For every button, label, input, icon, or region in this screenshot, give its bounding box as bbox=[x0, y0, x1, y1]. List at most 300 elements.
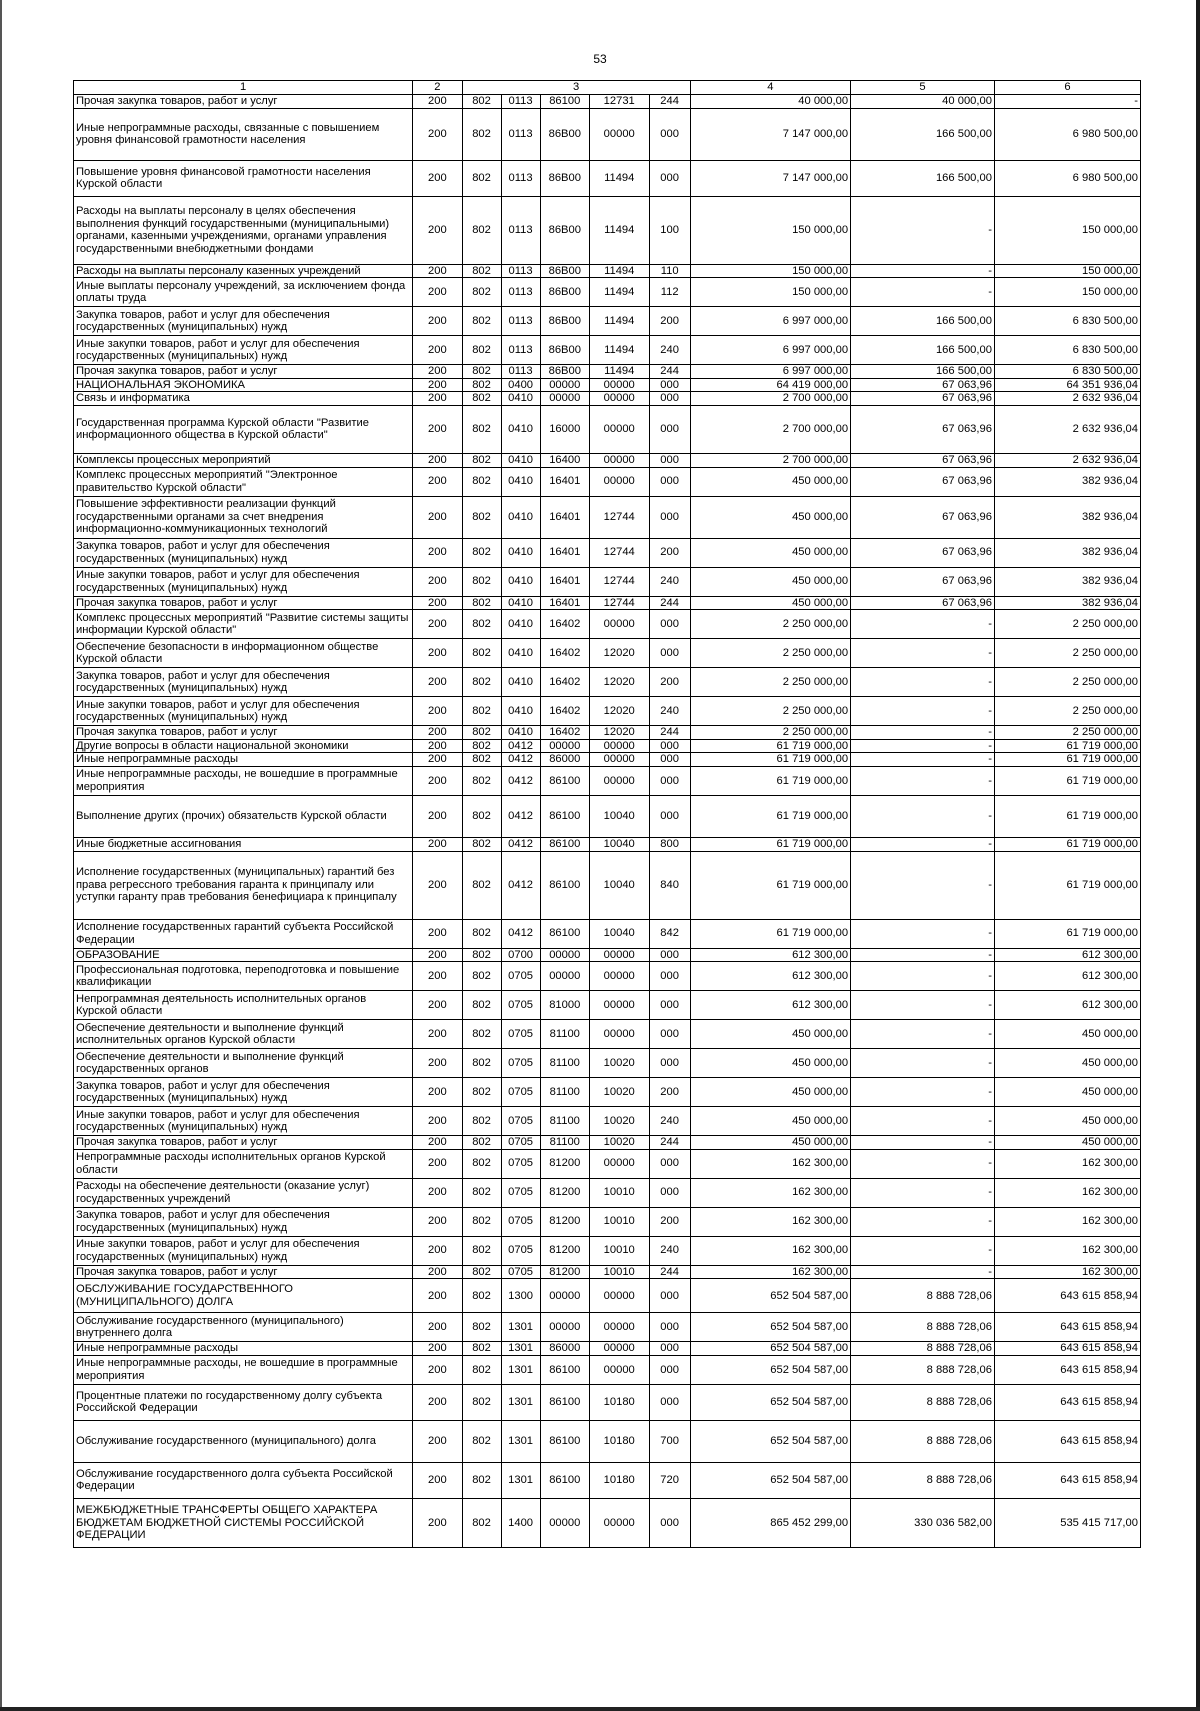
cell-col5-amount: - bbox=[851, 697, 995, 726]
cell-col3-code1: 802 bbox=[462, 1279, 501, 1313]
cell-col2: 200 bbox=[413, 1498, 462, 1547]
cell-col3-code5: 240 bbox=[649, 1236, 690, 1265]
cell-col5-amount: 67 063,96 bbox=[851, 467, 995, 496]
row-name: Обслуживание государственного (муниципального) долга bbox=[74, 1420, 413, 1462]
cell-col2: 200 bbox=[413, 726, 462, 740]
cell-col4-amount: 40 000,00 bbox=[690, 95, 850, 109]
cell-col3-code1: 802 bbox=[462, 264, 501, 278]
row-name: Закупка товаров, работ и услуг для обеспечения государственных (муниципальных) нужд bbox=[74, 1207, 413, 1236]
cell-col4-amount: 6 997 000,00 bbox=[690, 336, 850, 365]
header-col-5: 5 bbox=[851, 81, 995, 95]
cell-col4-amount: 450 000,00 bbox=[690, 538, 850, 567]
cell-col3-code4: 00000 bbox=[589, 753, 649, 767]
cell-col3-code1: 802 bbox=[462, 837, 501, 851]
cell-col4-amount: 7 147 000,00 bbox=[690, 108, 850, 160]
table-row bbox=[74, 1136, 1141, 1150]
cell-col3-code2: 0113 bbox=[501, 108, 540, 160]
cell-col3-code1: 802 bbox=[462, 278, 501, 307]
row-name: Закупка товаров, работ и услуг для обеспечения государственных (муниципальных) нужд bbox=[74, 307, 413, 336]
cell-col6-amount: 450 000,00 bbox=[994, 1020, 1140, 1049]
cell-col5-amount: - bbox=[851, 1020, 995, 1049]
header-col-1: 1 bbox=[74, 81, 413, 95]
cell-col3-code5: 000 bbox=[649, 1049, 690, 1078]
cell-col2: 200 bbox=[413, 766, 462, 795]
cell-col3-code5: 000 bbox=[649, 1342, 690, 1356]
cell-col2: 200 bbox=[413, 336, 462, 365]
cell-col3-code1: 802 bbox=[462, 962, 501, 991]
cell-col5-amount: 8 888 728,06 bbox=[851, 1384, 995, 1420]
row-name: Прочая закупка товаров, работ и услуг bbox=[74, 1136, 413, 1150]
cell-col5-amount: 67 063,96 bbox=[851, 392, 995, 406]
cell-col2: 200 bbox=[413, 610, 462, 639]
cell-col3-code1: 802 bbox=[462, 405, 501, 453]
cell-col3-code1: 802 bbox=[462, 378, 501, 392]
row-name: Связь и информатика bbox=[74, 392, 413, 406]
cell-col3-code2: 0113 bbox=[501, 95, 540, 109]
cell-col3-code4: 10040 bbox=[589, 795, 649, 837]
cell-col3-code3: 00000 bbox=[540, 962, 589, 991]
cell-col6-amount: 382 936,04 bbox=[994, 596, 1140, 610]
cell-col3-code3: 86100 bbox=[540, 1420, 589, 1462]
cell-col4-amount: 162 300,00 bbox=[690, 1265, 850, 1279]
cell-col3-code1: 802 bbox=[462, 1136, 501, 1150]
cell-col3-code3: 86В00 bbox=[540, 196, 589, 264]
cell-col3-code4: 12020 bbox=[589, 726, 649, 740]
cell-col3-code4: 00000 bbox=[589, 948, 649, 962]
cell-col3-code3: 81200 bbox=[540, 1149, 589, 1178]
cell-col2: 200 bbox=[413, 264, 462, 278]
cell-col3-code2: 0705 bbox=[501, 962, 540, 991]
cell-col6-amount: 2 250 000,00 bbox=[994, 697, 1140, 726]
cell-col3-code2: 0412 bbox=[501, 851, 540, 919]
cell-col3-code4: 12744 bbox=[589, 496, 649, 538]
table-row bbox=[74, 196, 1141, 264]
row-name: Закупка товаров, работ и услуг для обеспечения государственных (муниципальных) нужд bbox=[74, 668, 413, 697]
cell-col3-code2: 0412 bbox=[501, 739, 540, 753]
cell-col6-amount: 612 300,00 bbox=[994, 962, 1140, 991]
cell-col3-code2: 0113 bbox=[501, 278, 540, 307]
cell-col3-code1: 802 bbox=[462, 610, 501, 639]
cell-col3-code3: 86В00 bbox=[540, 336, 589, 365]
cell-col5-amount: - bbox=[851, 668, 995, 697]
cell-col2: 200 bbox=[413, 405, 462, 453]
cell-col3-code3: 81200 bbox=[540, 1178, 589, 1207]
cell-col2: 200 bbox=[413, 1178, 462, 1207]
cell-col5-amount: 67 063,96 bbox=[851, 453, 995, 467]
table-row bbox=[74, 795, 1141, 837]
cell-col3-code1: 802 bbox=[462, 1342, 501, 1356]
row-name: Иные бюджетные ассигнования bbox=[74, 837, 413, 851]
cell-col3-code3: 81100 bbox=[540, 1107, 589, 1136]
cell-col3-code2: 0705 bbox=[501, 1178, 540, 1207]
cell-col5-amount: 330 036 582,00 bbox=[851, 1498, 995, 1547]
cell-col5-amount: - bbox=[851, 1078, 995, 1107]
cell-col2: 200 bbox=[413, 365, 462, 379]
cell-col3-code3: 16402 bbox=[540, 668, 589, 697]
cell-col6-amount: 6 830 500,00 bbox=[994, 365, 1140, 379]
table-row bbox=[74, 1342, 1141, 1356]
cell-col3-code2: 0410 bbox=[501, 538, 540, 567]
cell-col2: 200 bbox=[413, 1107, 462, 1136]
cell-col5-amount: - bbox=[851, 851, 995, 919]
cell-col3-code1: 802 bbox=[462, 336, 501, 365]
cell-col5-amount: - bbox=[851, 919, 995, 948]
cell-col2: 200 bbox=[413, 538, 462, 567]
row-name: Иные непрограммные расходы bbox=[74, 753, 413, 767]
cell-col2: 200 bbox=[413, 851, 462, 919]
table-body bbox=[74, 95, 1141, 1548]
cell-col3-code4: 00000 bbox=[589, 739, 649, 753]
cell-col3-code2: 0113 bbox=[501, 336, 540, 365]
cell-col3-code5: 000 bbox=[649, 948, 690, 962]
cell-col3-code2: 0705 bbox=[501, 1265, 540, 1279]
cell-col2: 200 bbox=[413, 1207, 462, 1236]
cell-col6-amount: - bbox=[994, 95, 1140, 109]
cell-col3-code1: 802 bbox=[462, 919, 501, 948]
cell-col4-amount: 61 719 000,00 bbox=[690, 766, 850, 795]
cell-col3-code5: 000 bbox=[649, 610, 690, 639]
cell-col6-amount: 612 300,00 bbox=[994, 948, 1140, 962]
cell-col4-amount: 2 700 000,00 bbox=[690, 453, 850, 467]
cell-col6-amount: 382 936,04 bbox=[994, 496, 1140, 538]
cell-col3-code3: 86В00 bbox=[540, 108, 589, 160]
cell-col3-code5: 244 bbox=[649, 1265, 690, 1279]
cell-col3-code4: 00000 bbox=[589, 1498, 649, 1547]
cell-col4-amount: 61 719 000,00 bbox=[690, 795, 850, 837]
cell-col4-amount: 2 250 000,00 bbox=[690, 726, 850, 740]
cell-col4-amount: 162 300,00 bbox=[690, 1236, 850, 1265]
row-name: Иные закупки товаров, работ и услуг для обеспечения государственных (муниципальных) нужд bbox=[74, 336, 413, 365]
cell-col2: 200 bbox=[413, 639, 462, 668]
header-col-4: 4 bbox=[690, 81, 850, 95]
table-row bbox=[74, 610, 1141, 639]
cell-col3-code5: 000 bbox=[649, 1355, 690, 1384]
cell-col4-amount: 2 700 000,00 bbox=[690, 405, 850, 453]
table-row bbox=[74, 1313, 1141, 1342]
cell-col3-code4: 12020 bbox=[589, 697, 649, 726]
cell-col3-code5: 000 bbox=[649, 467, 690, 496]
cell-col6-amount: 450 000,00 bbox=[994, 1049, 1140, 1078]
cell-col4-amount: 150 000,00 bbox=[690, 278, 850, 307]
cell-col6-amount: 643 615 858,94 bbox=[994, 1313, 1140, 1342]
table-row bbox=[74, 668, 1141, 697]
table-row bbox=[74, 1420, 1141, 1462]
row-name: Расходы на выплаты персоналу в целях обеспечения выполнения функций государственными (муниципальными) органами, казенными учреждениями, органами управления государственными внебюджетными фондами bbox=[74, 196, 413, 264]
row-name: Закупка товаров, работ и услуг для обеспечения государственных (муниципальных) нужд bbox=[74, 538, 413, 567]
cell-col3-code5: 000 bbox=[649, 795, 690, 837]
cell-col3-code4: 00000 bbox=[589, 766, 649, 795]
cell-col3-code4: 10020 bbox=[589, 1136, 649, 1150]
cell-col5-amount: 67 063,96 bbox=[851, 496, 995, 538]
cell-col3-code1: 802 bbox=[462, 1078, 501, 1107]
cell-col3-code1: 802 bbox=[462, 668, 501, 697]
cell-col3-code2: 1301 bbox=[501, 1355, 540, 1384]
cell-col5-amount: - bbox=[851, 264, 995, 278]
cell-col3-code4: 10020 bbox=[589, 1107, 649, 1136]
cell-col3-code5: 000 bbox=[649, 962, 690, 991]
cell-col6-amount: 61 719 000,00 bbox=[994, 795, 1140, 837]
cell-col3-code2: 1301 bbox=[501, 1342, 540, 1356]
cell-col3-code1: 802 bbox=[462, 392, 501, 406]
row-name: ОБСЛУЖИВАНИЕ ГОСУДАРСТВЕННОГО (МУНИЦИПАЛЬНОГО) ДОЛГА bbox=[74, 1279, 413, 1313]
table-row bbox=[74, 1279, 1141, 1313]
cell-col3-code3: 16401 bbox=[540, 596, 589, 610]
cell-col4-amount: 450 000,00 bbox=[690, 567, 850, 596]
cell-col6-amount: 162 300,00 bbox=[994, 1178, 1140, 1207]
cell-col3-code3: 86100 bbox=[540, 1384, 589, 1420]
cell-col4-amount: 7 147 000,00 bbox=[690, 160, 850, 196]
cell-col3-code5: 200 bbox=[649, 538, 690, 567]
cell-col6-amount: 64 351 936,04 bbox=[994, 378, 1140, 392]
header-row bbox=[74, 81, 1141, 95]
cell-col5-amount: 67 063,96 bbox=[851, 538, 995, 567]
cell-col3-code1: 802 bbox=[462, 1420, 501, 1462]
row-name: Исполнение государственных (муниципальных) гарантий без права регрессного требования гаранта к принципалу или уступки гаранту прав требования бенефициара к принципалу bbox=[74, 851, 413, 919]
table-row bbox=[74, 336, 1141, 365]
cell-col3-code1: 802 bbox=[462, 1313, 501, 1342]
cell-col5-amount: 8 888 728,06 bbox=[851, 1420, 995, 1462]
cell-col3-code2: 0410 bbox=[501, 596, 540, 610]
cell-col2: 200 bbox=[413, 837, 462, 851]
cell-col3-code2: 1301 bbox=[501, 1462, 540, 1498]
cell-col2: 200 bbox=[413, 1265, 462, 1279]
cell-col4-amount: 612 300,00 bbox=[690, 948, 850, 962]
cell-col6-amount: 2 250 000,00 bbox=[994, 639, 1140, 668]
cell-col3-code5: 000 bbox=[649, 766, 690, 795]
table-row bbox=[74, 1236, 1141, 1265]
table-row bbox=[74, 108, 1141, 160]
cell-col6-amount: 535 415 717,00 bbox=[994, 1498, 1140, 1547]
cell-col3-code4: 00000 bbox=[589, 108, 649, 160]
row-name: Расходы на выплаты персоналу казенных учреждений bbox=[74, 264, 413, 278]
cell-col3-code3: 00000 bbox=[540, 392, 589, 406]
row-name: Иные непрограммные расходы bbox=[74, 1342, 413, 1356]
row-name: Повышение уровня финансовой грамотности населения Курской области bbox=[74, 160, 413, 196]
cell-col2: 200 bbox=[413, 160, 462, 196]
cell-col3-code5: 000 bbox=[649, 1498, 690, 1547]
cell-col6-amount: 2 250 000,00 bbox=[994, 668, 1140, 697]
budget-table bbox=[73, 80, 1141, 1548]
scan-edge-right bbox=[1196, 0, 1200, 1711]
table-row bbox=[74, 851, 1141, 919]
table-row bbox=[74, 1149, 1141, 1178]
cell-col6-amount: 643 615 858,94 bbox=[994, 1342, 1140, 1356]
cell-col4-amount: 450 000,00 bbox=[690, 1078, 850, 1107]
header-col-2: 2 bbox=[413, 81, 462, 95]
cell-col2: 200 bbox=[413, 392, 462, 406]
cell-col2: 200 bbox=[413, 1136, 462, 1150]
cell-col3-code4: 00000 bbox=[589, 1020, 649, 1049]
cell-col6-amount: 2 632 936,04 bbox=[994, 453, 1140, 467]
cell-col3-code5: 200 bbox=[649, 307, 690, 336]
cell-col3-code5: 000 bbox=[649, 405, 690, 453]
row-name: Иные непрограммные расходы, связанные с повышением уровня финансовой грамотности населения bbox=[74, 108, 413, 160]
cell-col3-code1: 802 bbox=[462, 726, 501, 740]
cell-col3-code3: 86В00 bbox=[540, 264, 589, 278]
cell-col3-code3: 86000 bbox=[540, 753, 589, 767]
cell-col3-code2: 0705 bbox=[501, 1107, 540, 1136]
cell-col3-code2: 0705 bbox=[501, 1020, 540, 1049]
cell-col6-amount: 450 000,00 bbox=[994, 1136, 1140, 1150]
cell-col5-amount: - bbox=[851, 766, 995, 795]
cell-col6-amount: 162 300,00 bbox=[994, 1265, 1140, 1279]
cell-col3-code3: 86100 bbox=[540, 1355, 589, 1384]
table-row bbox=[74, 697, 1141, 726]
cell-col3-code5: 244 bbox=[649, 726, 690, 740]
cell-col2: 200 bbox=[413, 1149, 462, 1178]
cell-col3-code2: 0412 bbox=[501, 919, 540, 948]
cell-col6-amount: 643 615 858,94 bbox=[994, 1462, 1140, 1498]
cell-col4-amount: 652 504 587,00 bbox=[690, 1420, 850, 1462]
cell-col2: 200 bbox=[413, 1279, 462, 1313]
row-name: Иные непрограммные расходы, не вошедшие в программные мероприятия bbox=[74, 766, 413, 795]
cell-col6-amount: 2 250 000,00 bbox=[994, 610, 1140, 639]
cell-col3-code4: 10040 bbox=[589, 851, 649, 919]
cell-col3-code1: 802 bbox=[462, 307, 501, 336]
cell-col3-code5: 000 bbox=[649, 739, 690, 753]
cell-col4-amount: 652 504 587,00 bbox=[690, 1462, 850, 1498]
cell-col3-code4: 10010 bbox=[589, 1236, 649, 1265]
row-name: Иные закупки товаров, работ и услуг для обеспечения государственных (муниципальных) нужд bbox=[74, 1236, 413, 1265]
cell-col3-code5: 100 bbox=[649, 196, 690, 264]
cell-col3-code2: 0400 bbox=[501, 378, 540, 392]
cell-col3-code1: 802 bbox=[462, 467, 501, 496]
table-row bbox=[74, 1049, 1141, 1078]
cell-col3-code3: 86100 bbox=[540, 919, 589, 948]
cell-col3-code3: 86В00 bbox=[540, 160, 589, 196]
cell-col6-amount: 150 000,00 bbox=[994, 278, 1140, 307]
table-row bbox=[74, 1265, 1141, 1279]
cell-col3-code1: 802 bbox=[462, 948, 501, 962]
cell-col3-code4: 12744 bbox=[589, 567, 649, 596]
cell-col2: 200 bbox=[413, 1355, 462, 1384]
cell-col4-amount: 612 300,00 bbox=[690, 962, 850, 991]
cell-col3-code3: 00000 bbox=[540, 1279, 589, 1313]
cell-col3-code1: 802 bbox=[462, 1265, 501, 1279]
cell-col6-amount: 150 000,00 bbox=[994, 264, 1140, 278]
table-row bbox=[74, 766, 1141, 795]
cell-col4-amount: 150 000,00 bbox=[690, 196, 850, 264]
cell-col3-code3: 16400 bbox=[540, 453, 589, 467]
cell-col3-code3: 86100 bbox=[540, 1462, 589, 1498]
scan-edge-bottom bbox=[0, 1707, 1200, 1711]
row-name: Другие вопросы в области национальной экономики bbox=[74, 739, 413, 753]
cell-col3-code4: 12731 bbox=[589, 95, 649, 109]
cell-col3-code4: 10180 bbox=[589, 1384, 649, 1420]
cell-col2: 200 bbox=[413, 496, 462, 538]
cell-col6-amount: 382 936,04 bbox=[994, 467, 1140, 496]
cell-col3-code2: 0410 bbox=[501, 567, 540, 596]
table-row bbox=[74, 596, 1141, 610]
cell-col4-amount: 61 719 000,00 bbox=[690, 837, 850, 851]
cell-col3-code3: 16401 bbox=[540, 467, 589, 496]
cell-col3-code3: 86100 bbox=[540, 837, 589, 851]
cell-col3-code1: 802 bbox=[462, 1020, 501, 1049]
table-row bbox=[74, 278, 1141, 307]
cell-col3-code2: 0412 bbox=[501, 766, 540, 795]
cell-col2: 200 bbox=[413, 1078, 462, 1107]
table-row bbox=[74, 1020, 1141, 1049]
cell-col3-code1: 802 bbox=[462, 453, 501, 467]
cell-col3-code1: 802 bbox=[462, 1178, 501, 1207]
row-name: Обеспечение деятельности и выполнение функций исполнительных органов Курской области bbox=[74, 1020, 413, 1049]
row-name: Процентные платежи по государственному долгу субъекта Российской Федерации bbox=[74, 1384, 413, 1420]
cell-col3-code3: 00000 bbox=[540, 1498, 589, 1547]
cell-col4-amount: 450 000,00 bbox=[690, 467, 850, 496]
cell-col3-code5: 000 bbox=[649, 1020, 690, 1049]
cell-col2: 200 bbox=[413, 991, 462, 1020]
cell-col3-code3: 81100 bbox=[540, 1049, 589, 1078]
scan-edge-left bbox=[0, 0, 2, 1711]
table-row bbox=[74, 496, 1141, 538]
table-row bbox=[74, 753, 1141, 767]
cell-col6-amount: 61 719 000,00 bbox=[994, 753, 1140, 767]
cell-col3-code2: 0705 bbox=[501, 1049, 540, 1078]
row-name: Комплексы процессных мероприятий bbox=[74, 453, 413, 467]
row-name: Обеспечение безопасности в информационном обществе Курской области bbox=[74, 639, 413, 668]
table-row bbox=[74, 991, 1141, 1020]
cell-col3-code3: 00000 bbox=[540, 739, 589, 753]
cell-col4-amount: 652 504 587,00 bbox=[690, 1342, 850, 1356]
cell-col4-amount: 61 719 000,00 bbox=[690, 739, 850, 753]
cell-col3-code1: 802 bbox=[462, 739, 501, 753]
cell-col2: 200 bbox=[413, 108, 462, 160]
row-name: Иные непрограммные расходы, не вошедшие в программные мероприятия bbox=[74, 1355, 413, 1384]
row-name: Комплекс процессных мероприятий "Электронное правительство Курской области" bbox=[74, 467, 413, 496]
cell-col4-amount: 162 300,00 bbox=[690, 1149, 850, 1178]
row-name: Обслуживание государственного (муниципального) внутреннего долга bbox=[74, 1313, 413, 1342]
cell-col3-code1: 802 bbox=[462, 567, 501, 596]
cell-col2: 200 bbox=[413, 1384, 462, 1420]
cell-col3-code4: 00000 bbox=[589, 467, 649, 496]
cell-col3-code2: 0410 bbox=[501, 496, 540, 538]
cell-col3-code4: 10180 bbox=[589, 1420, 649, 1462]
cell-col3-code2: 0410 bbox=[501, 668, 540, 697]
cell-col3-code5: 000 bbox=[649, 496, 690, 538]
cell-col3-code5: 244 bbox=[649, 365, 690, 379]
cell-col3-code3: 81100 bbox=[540, 1078, 589, 1107]
cell-col3-code5: 000 bbox=[649, 753, 690, 767]
cell-col3-code4: 11494 bbox=[589, 160, 649, 196]
table-row bbox=[74, 639, 1141, 668]
cell-col2: 200 bbox=[413, 919, 462, 948]
cell-col3-code4: 11494 bbox=[589, 264, 649, 278]
cell-col3-code1: 802 bbox=[462, 1462, 501, 1498]
row-name: Прочая закупка товаров, работ и услуг bbox=[74, 1265, 413, 1279]
cell-col3-code1: 802 bbox=[462, 95, 501, 109]
cell-col3-code4: 12020 bbox=[589, 668, 649, 697]
row-name: Повышение эффективности реализации функций государственными органами за счет внедрения информационно-коммуникационных технологий bbox=[74, 496, 413, 538]
cell-col6-amount: 162 300,00 bbox=[994, 1236, 1140, 1265]
table-row bbox=[74, 405, 1141, 453]
cell-col5-amount: - bbox=[851, 726, 995, 740]
cell-col3-code1: 802 bbox=[462, 1355, 501, 1384]
cell-col2: 200 bbox=[413, 467, 462, 496]
cell-col2: 200 bbox=[413, 668, 462, 697]
cell-col6-amount: 6 830 500,00 bbox=[994, 336, 1140, 365]
header-col-3: 3 bbox=[462, 81, 690, 95]
cell-col2: 200 bbox=[413, 1313, 462, 1342]
table-row bbox=[74, 1178, 1141, 1207]
table-row bbox=[74, 160, 1141, 196]
header-col-6: 6 bbox=[994, 81, 1140, 95]
cell-col3-code3: 16401 bbox=[540, 567, 589, 596]
cell-col3-code2: 0412 bbox=[501, 795, 540, 837]
cell-col3-code4: 12020 bbox=[589, 639, 649, 668]
cell-col3-code2: 0705 bbox=[501, 991, 540, 1020]
cell-col5-amount: - bbox=[851, 1265, 995, 1279]
cell-col3-code2: 0700 bbox=[501, 948, 540, 962]
